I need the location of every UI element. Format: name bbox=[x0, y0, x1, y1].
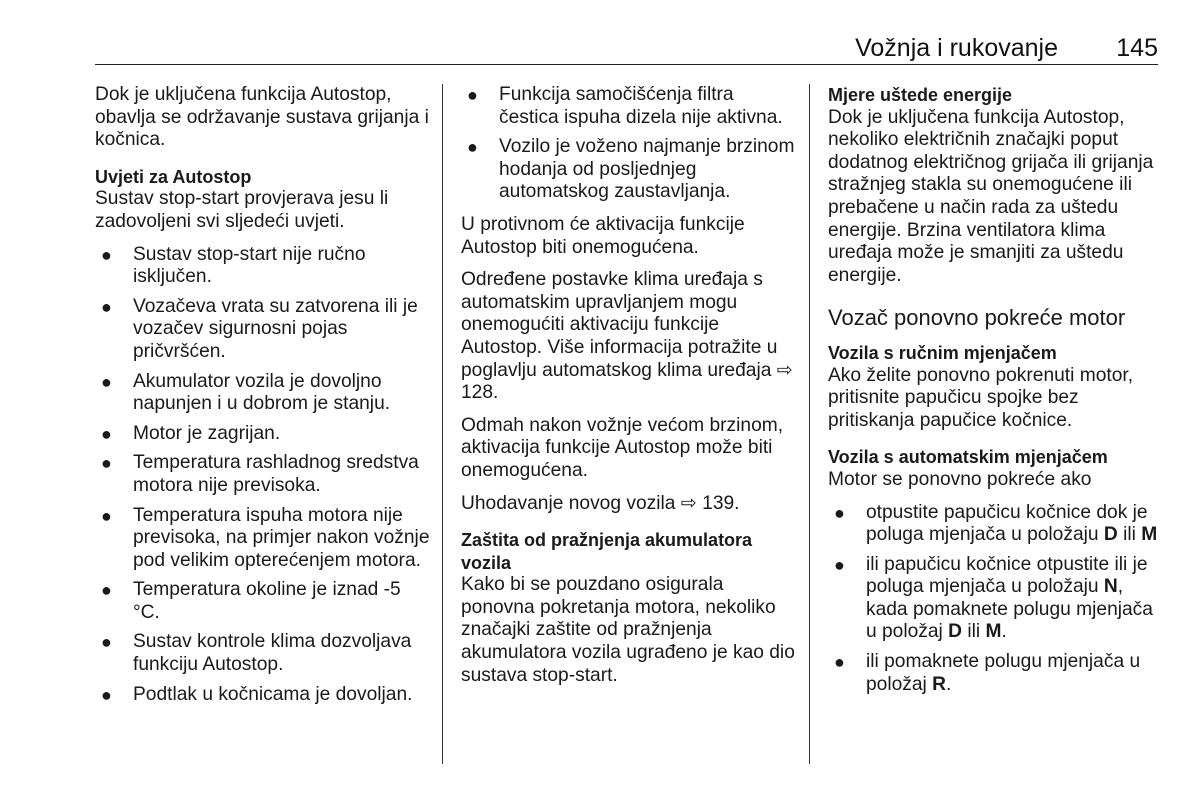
list-item: ● Sustav stop-start nije ručno isključen. bbox=[101, 243, 366, 288]
list-item: ● ili papučicu kočnice otpustite ili je poluga mjenjača u položaju N, kada pomaknete polugu mjenjača u položaj D ili M. bbox=[834, 553, 1153, 643]
conditions-text: Sustav stop-start provjerava jesu li zadovoljeni svi sljedeći uvjeti. bbox=[95, 188, 389, 232]
list-item: ● Sustav kontrole klima dozvoljava funkciju Autostop. bbox=[101, 631, 412, 676]
bullet-icon: ● bbox=[834, 554, 845, 575]
paragraph: Određene postavke klima uređaja s automatskim upravljanjem mogu onemogućiti aktivaciju funkcije Autostop. Više informacija potražite u poglavlju automatskog klima uređaja ⇨ 128. bbox=[461, 269, 793, 404]
paragraph: U protivnom će aktivacija funkcije Autostop biti onemogućena. bbox=[461, 213, 745, 258]
paragraph: Odmah nakon vožnje većom brzinom, aktivacija funkcije Autostop može biti onemogućena. bbox=[461, 414, 784, 481]
automatic-transmission-heading: Vozila s automatskim mjenjačem bbox=[828, 447, 1108, 468]
list-item: ● ili pomaknete polugu mjenjača u položaj R. bbox=[834, 651, 1141, 695]
bullet-icon: ● bbox=[101, 453, 112, 474]
bullet-icon: ● bbox=[467, 137, 478, 158]
list-item: ● Akumulator vozila je dovoljno napunjen i u dobrom je stanju. bbox=[101, 370, 391, 415]
conditions-list bbox=[95, 244, 431, 707]
list-item: ● otpustite papučicu kočnice dok je poluga mjenjača u položaju D ili M bbox=[834, 501, 1158, 546]
bullet-icon: ● bbox=[834, 502, 845, 523]
list-item: ● Temperatura okoline je iznad -5 °C. bbox=[101, 579, 401, 623]
bullet-icon: ● bbox=[101, 244, 112, 265]
column-divider bbox=[442, 84, 443, 764]
energy-saving-heading: Mjere uštede energije bbox=[828, 85, 1013, 105]
column-3 bbox=[828, 84, 1164, 706]
list-item: ● Funkcija samočišćenja filtra čestica ispuha dizela nije aktivna. bbox=[467, 84, 783, 128]
restart-conditions-list bbox=[828, 502, 1164, 697]
bullet-icon: ● bbox=[101, 580, 112, 601]
bullet-icon: ● bbox=[101, 423, 112, 444]
section-title: Vožnja i rukovanje bbox=[855, 34, 1058, 62]
paragraph: Uhodavanje novog vozila ⇨ 139. bbox=[461, 492, 740, 514]
conditions-heading: Uvjeti za Autostop bbox=[95, 166, 252, 187]
conditions-list-continued bbox=[461, 84, 797, 204]
bullet-icon: ● bbox=[101, 371, 112, 392]
list-item: ● Temperatura rashladnog sredstva motora nije previsoka. bbox=[101, 452, 419, 496]
list-item: ● Temperatura ispuha motora nije previsoka, na primjer nakon vožnje pod velikim opterećenjem motora. bbox=[101, 504, 430, 571]
automatic-transmission-text: Motor se ponovno pokreće ako bbox=[828, 468, 1092, 490]
page-number: 145 bbox=[1116, 34, 1158, 62]
protection-heading: Zaštita od pražnjenja akumulatora vozila bbox=[461, 530, 753, 573]
column-1 bbox=[95, 84, 431, 716]
intro-paragraph: Dok je uključena funkcija Autostop, obavlja se održavanje sustava grijanja i kočnica. bbox=[95, 84, 429, 151]
list-item: ● Motor je zagrijan. bbox=[101, 422, 281, 444]
bullet-icon: ● bbox=[101, 505, 112, 526]
restart-heading: Vozač ponovno pokreće motor bbox=[828, 305, 1126, 331]
bullet-icon: ● bbox=[101, 632, 112, 653]
protection-text: Kako bi se pouzdano osigurala ponovna pokretanja motora, nekoliko značajki zaštite od pražnjenja akumulatora vozila ugrađeno je kao dio sustava stop-start. bbox=[461, 574, 795, 686]
bullet-icon: ● bbox=[467, 85, 478, 105]
list-item: ● Vozačeva vrata su zatvorena ili je vozačev sigurnosni pojas pričvršćen. bbox=[101, 295, 418, 362]
bullet-icon: ● bbox=[101, 296, 112, 317]
list-item: ● Podtlak u kočnicama je dovoljan. bbox=[101, 683, 413, 705]
energy-saving-text: Dok je uključena funkcija Autostop, nekoliko električnih značajki poput dodatnog električnog grijača ili grijanja stražnjeg stakla su onemogućene ili prebačene u način rada za uštedu energije. Brzina ventilatora klima uređaja može je smanjiti za uštedu energije. bbox=[828, 106, 1154, 286]
bullet-icon: ● bbox=[834, 652, 845, 673]
page-header bbox=[95, 28, 1158, 65]
manual-transmission-heading: Vozila s ručnim mjenjačem bbox=[828, 342, 1057, 363]
manual-transmission-text: Ako želite ponovno pokrenuti motor, pritisnite papučicu spojke bez pritiskanja papučice kočnice. bbox=[828, 364, 1134, 431]
list-item: ● Vozilo je voženo najmanje brzinom hodanja od posljednjeg automatskog zaustavljanja. bbox=[467, 136, 795, 203]
bullet-icon: ● bbox=[101, 684, 112, 705]
column-divider bbox=[809, 84, 810, 764]
column-2 bbox=[461, 84, 797, 697]
